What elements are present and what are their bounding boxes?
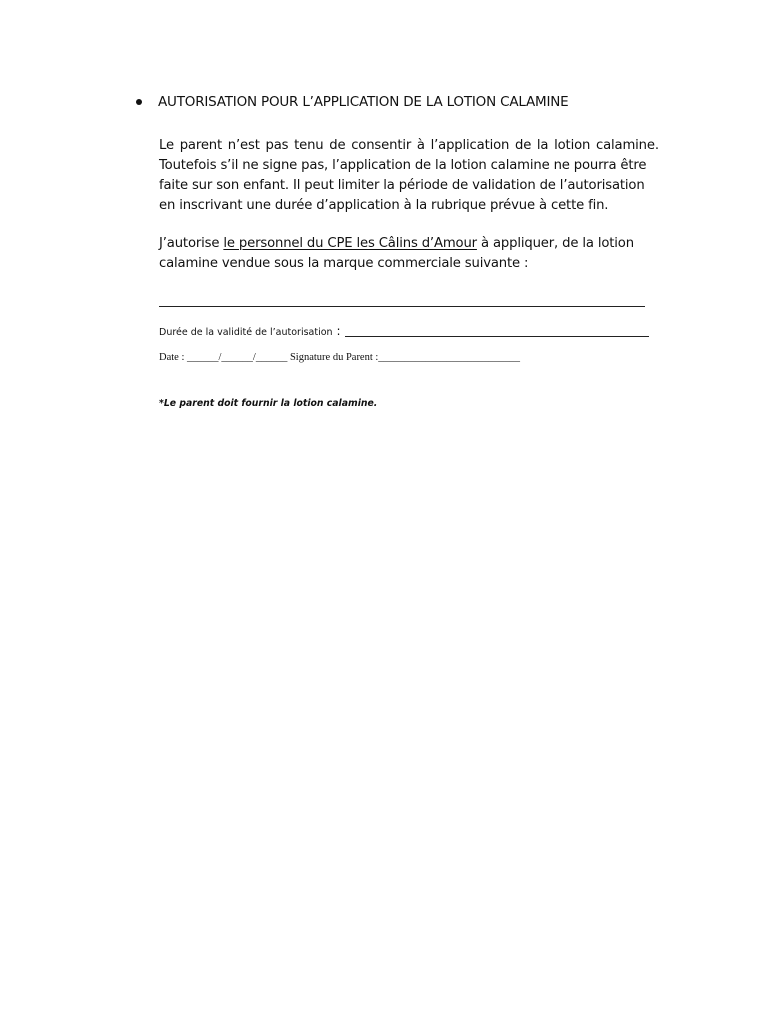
duration-colon: : <box>336 324 341 338</box>
consent-word: pas <box>265 138 289 153</box>
consent-word: l’application <box>430 138 510 153</box>
bullet-icon <box>136 99 142 105</box>
consent-word: lotion <box>554 138 591 153</box>
consent-paragraph-line-1 <box>159 136 659 156</box>
brand-name-blank[interactable] <box>159 306 645 307</box>
consent-paragraph <box>159 136 659 216</box>
authorization-paragraph-line-2: calamine vendue sous la marque commerciale suivante : <box>159 256 529 271</box>
footnote: *Le parent doit fournir la lotion calamine. <box>159 398 378 409</box>
consent-word: calamine. <box>595 138 659 153</box>
duration-label: Durée de la validité de l’autorisation <box>159 327 333 338</box>
section-heading: AUTORISATION POUR L’APPLICATION DE LA LOTION CALAMINE <box>158 94 569 110</box>
consent-word: la <box>536 138 549 153</box>
authorization-prefix: J’autorise <box>159 236 224 251</box>
consent-word: parent <box>179 138 223 153</box>
authorization-suffix: à appliquer, de la lotion <box>476 236 634 251</box>
consent-word: de <box>329 138 346 153</box>
authorization-paragraph <box>159 234 659 274</box>
consent-word: à <box>416 138 425 153</box>
consent-word: tenu <box>294 138 324 153</box>
duration-row <box>159 324 649 338</box>
consent-word: n’est <box>227 138 260 153</box>
duration-blank[interactable] <box>345 324 649 337</box>
section-heading-row <box>136 94 676 110</box>
consent-word: consentir <box>351 138 412 153</box>
consent-paragraph-line-2: Toutefois s’il ne signe pas, l’application de la lotion calamine ne pourra être <box>159 158 647 173</box>
authorization-paragraph-line-1 <box>159 234 659 254</box>
date-signature-line[interactable]: Date : ______/______/______ Signature du Parent :___________________________ <box>159 352 521 363</box>
authorized-staff: le personnel du CPE les Câlins d’Amour <box>223 236 477 251</box>
consent-paragraph-line-3: faite sur son enfant. Il peut limiter la période de validation de l’autorisation <box>159 178 645 193</box>
consent-word: de <box>514 138 532 153</box>
consent-paragraph-line-4: en inscrivant une durée d’application à la rubrique prévue à cette fin. <box>159 198 609 213</box>
consent-word: Le <box>159 138 174 153</box>
